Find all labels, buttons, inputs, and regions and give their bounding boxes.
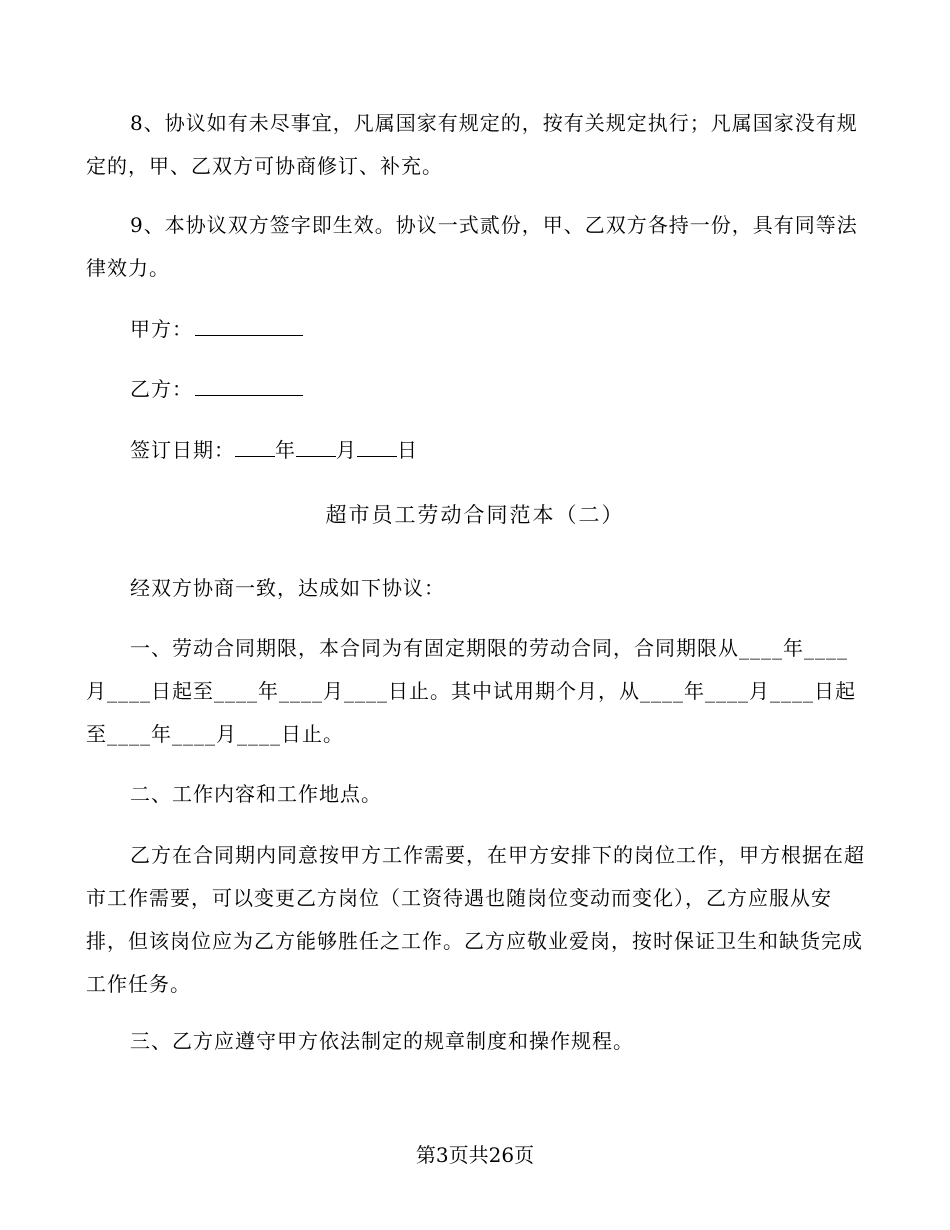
clause-2-heading: 二、工作内容和工作地点。	[130, 782, 382, 806]
month-blank	[296, 438, 336, 457]
month-label: 月	[336, 438, 357, 462]
day-label: 日	[397, 438, 418, 462]
sign-date-label: 签订日期：	[130, 438, 235, 462]
sign-date-line	[130, 435, 418, 465]
party-a-signature-line	[130, 314, 303, 344]
item-9-paragraph: 9、本协议双方签字即生效。协议一式贰份，甲、乙双方各持一份，具有同等法律效力。	[86, 213, 858, 280]
party-b-signature-line	[130, 374, 303, 404]
clause-2-body: 乙方在合同期内同意按甲方工作需要，在甲方安排下的岗位工作，甲方根据在超市工作需要，可以变更乙方岗位（工资待遇也随岗位变动而变化），乙方应服从安排，但该岗位应为乙方能够胜任之工作。乙方应敬业爱岗，按时保证卫生和缺货完成工作任务。	[86, 843, 865, 996]
day-blank	[357, 438, 397, 457]
party-b-blank	[195, 377, 303, 396]
clause-3-paragraph: 三、乙方应遵守甲方依法制定的规章制度和操作规程。	[130, 1029, 634, 1053]
clause-1-paragraph: 一、劳动合同期限，本合同为有固定期限的劳动合同，合同期限从____年____月____日起至____年____月____日止。其中试用期个月，从____年____月____日起至____年____月____日止。	[86, 636, 856, 746]
page-indicator: 第3页共26页	[415, 1143, 535, 1167]
year-blank	[235, 438, 275, 457]
party-a-label: 甲方：	[130, 317, 193, 341]
item-8-paragraph: 8、协议如有未尽事宜，凡属国家有规定的，按有关规定执行；凡属国家没有规定的，甲、乙双方可协商修订、补充。	[86, 111, 858, 178]
party-b-label: 乙方：	[130, 377, 193, 401]
party-a-blank	[195, 317, 303, 336]
intro-paragraph: 经双方协商一致，达成如下协议：	[130, 576, 445, 600]
year-label: 年	[275, 438, 296, 462]
section-title: 超市员工劳动合同范本（二）	[325, 503, 625, 527]
